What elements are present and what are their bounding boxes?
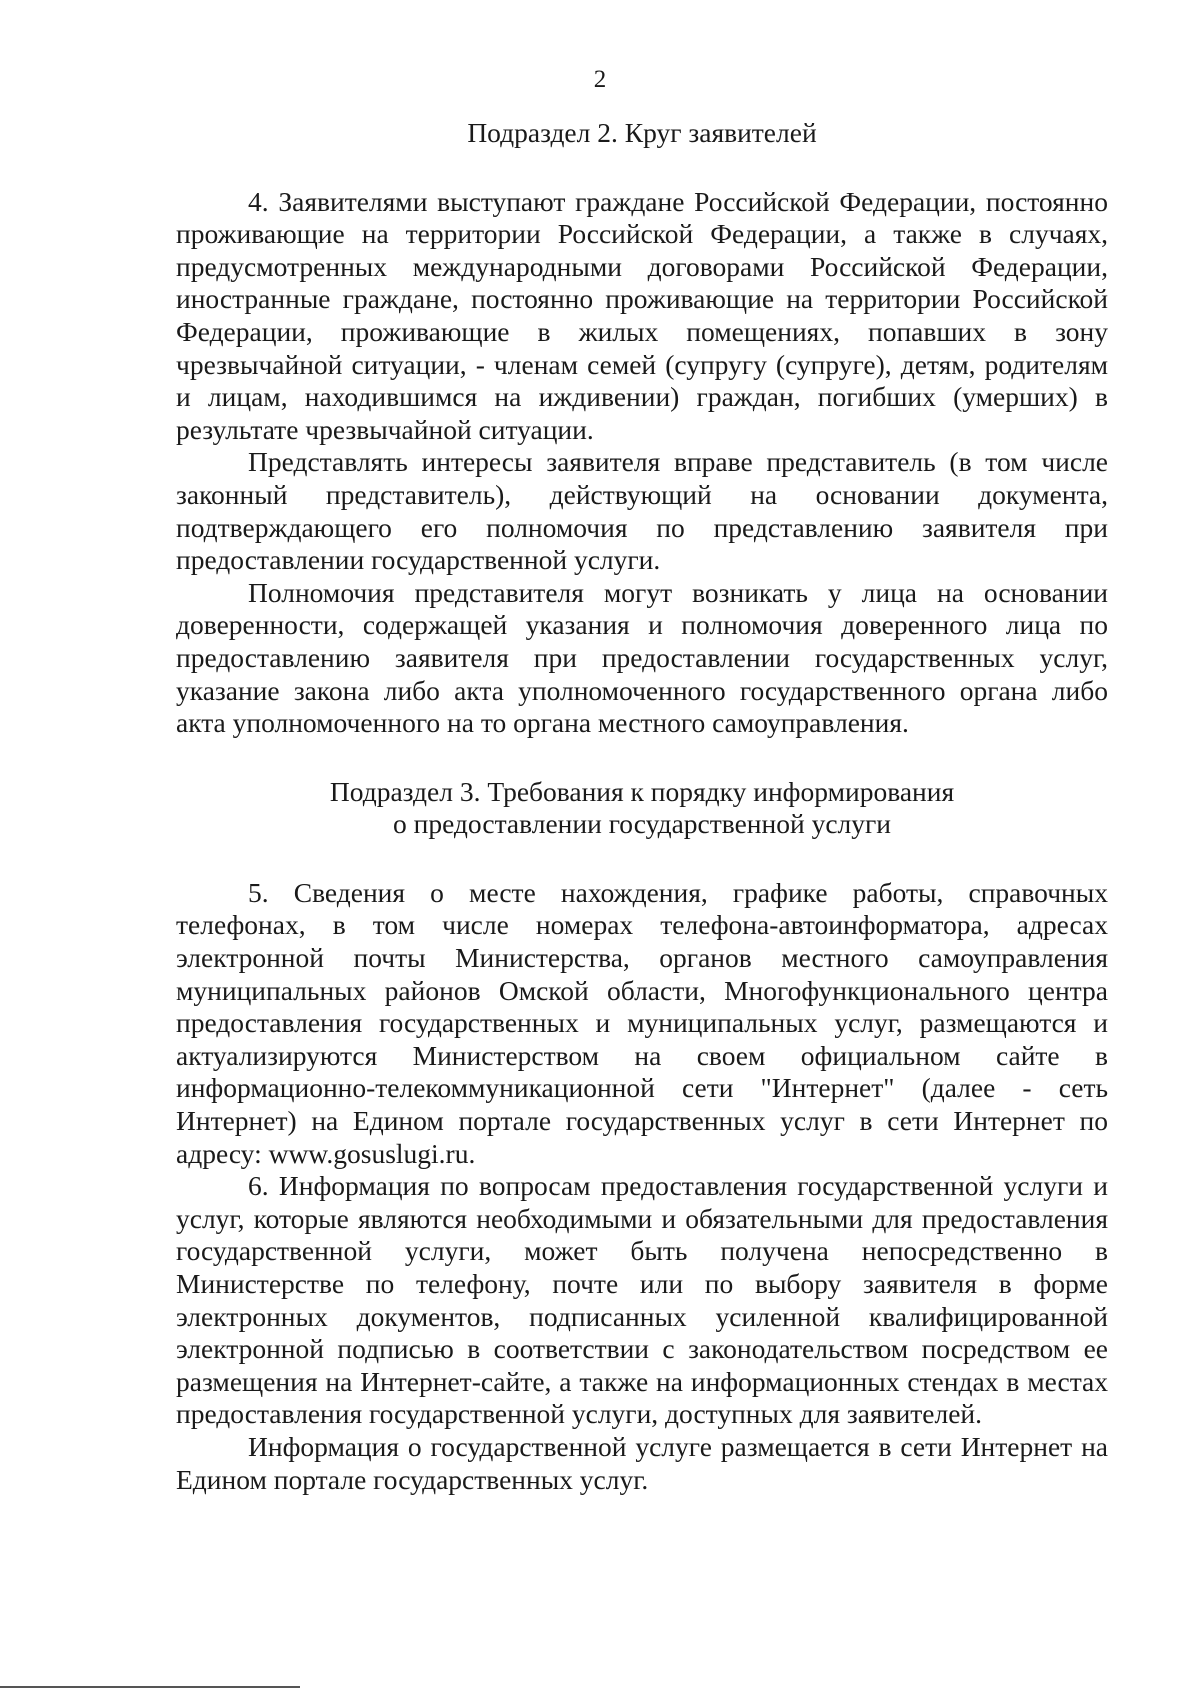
- section-2-heading: Подраздел 2. Круг заявителей: [467, 117, 817, 148]
- section-3-heading-line-1: Подраздел 3. Требования к порядку информирования: [329, 775, 955, 807]
- section-3-heading-line-2: о предоставлении государственной услуги: [393, 808, 891, 840]
- paragraph-6: 6. Информация по вопросам предоставления государственной услуги и услуг, которые являются необходимыми и обязательными для предоставления государственной услуги, может быть получена непосредственно в Министерстве по телефону, почте или по выбору заявителя в форме электронных документов, подписанных усиленной квалифицированной электронной подписью в соответствии с законодательством посредством ее размещения на Интернет-сайте, а также на информационных стендах в местах предоставления государственной услуги, доступных для заявителей.: [176, 1170, 1108, 1430]
- page-number: 2: [593, 66, 607, 93]
- bottom-divider: [0, 1686, 300, 1688]
- paragraph-4: 4. Заявителями выступают граждане Российской Федерации, постоянно проживающие на территории Российской Федерации, а также в случаях, предусмотренных международными договорами Российской Федерации, иностранные граждане, постоянно проживающие на территории Российской Федерации, проживающие в жилых помещениях, попавших в зону чрезвычайной ситуации, - членам семей (супругу (супруге), детям, родителям и лицам, находившимся на иждивении) граждан, погибших (умерших) в результате чрезвычайной ситуации.: [176, 185, 1108, 445]
- paragraph-5: 5. Сведения о месте нахождения, графике работы, справочных телефонах, в том числе номерах телефона-автоинформатора, адресах электронной почты Министерства, органов местного самоуправления муниципальных районов Омской области, Многофункционального центра предоставления государственных и муниципальных услуг, размещаются и актуализируются Министерством на своем официальном сайте в информационно-телекоммуникационной сети "Интернет" (далее - сеть Интернет) на Едином портале государственных услуг в сети Интернет по адресу: www.gosuslugi.ru.: [176, 876, 1108, 1169]
- document-body: [176, 117, 1108, 1496]
- paragraph-info-portal: Информация о государственной услуге размещается в сети Интернет на Едином портале государственных услуг.: [176, 1430, 1108, 1495]
- paragraph-representative: Представлять интересы заявителя вправе представитель (в том числе законный представитель), действующий на основании документа, подтверждающего его полномочия по представлению заявителя при предоставлении государственной услуги.: [176, 446, 1108, 576]
- paragraph-powers: Полномочия представителя могут возникать у лица на основании доверенности, содержащей указания и полномочия доверенного лица по предоставлению заявителя при предоставлении государственных услуг, указание закона либо акта уполномоченного государственного органа либо акта уполномоченного на то органа местного самоуправления.: [176, 576, 1108, 739]
- section-3-heading: [176, 776, 1108, 841]
